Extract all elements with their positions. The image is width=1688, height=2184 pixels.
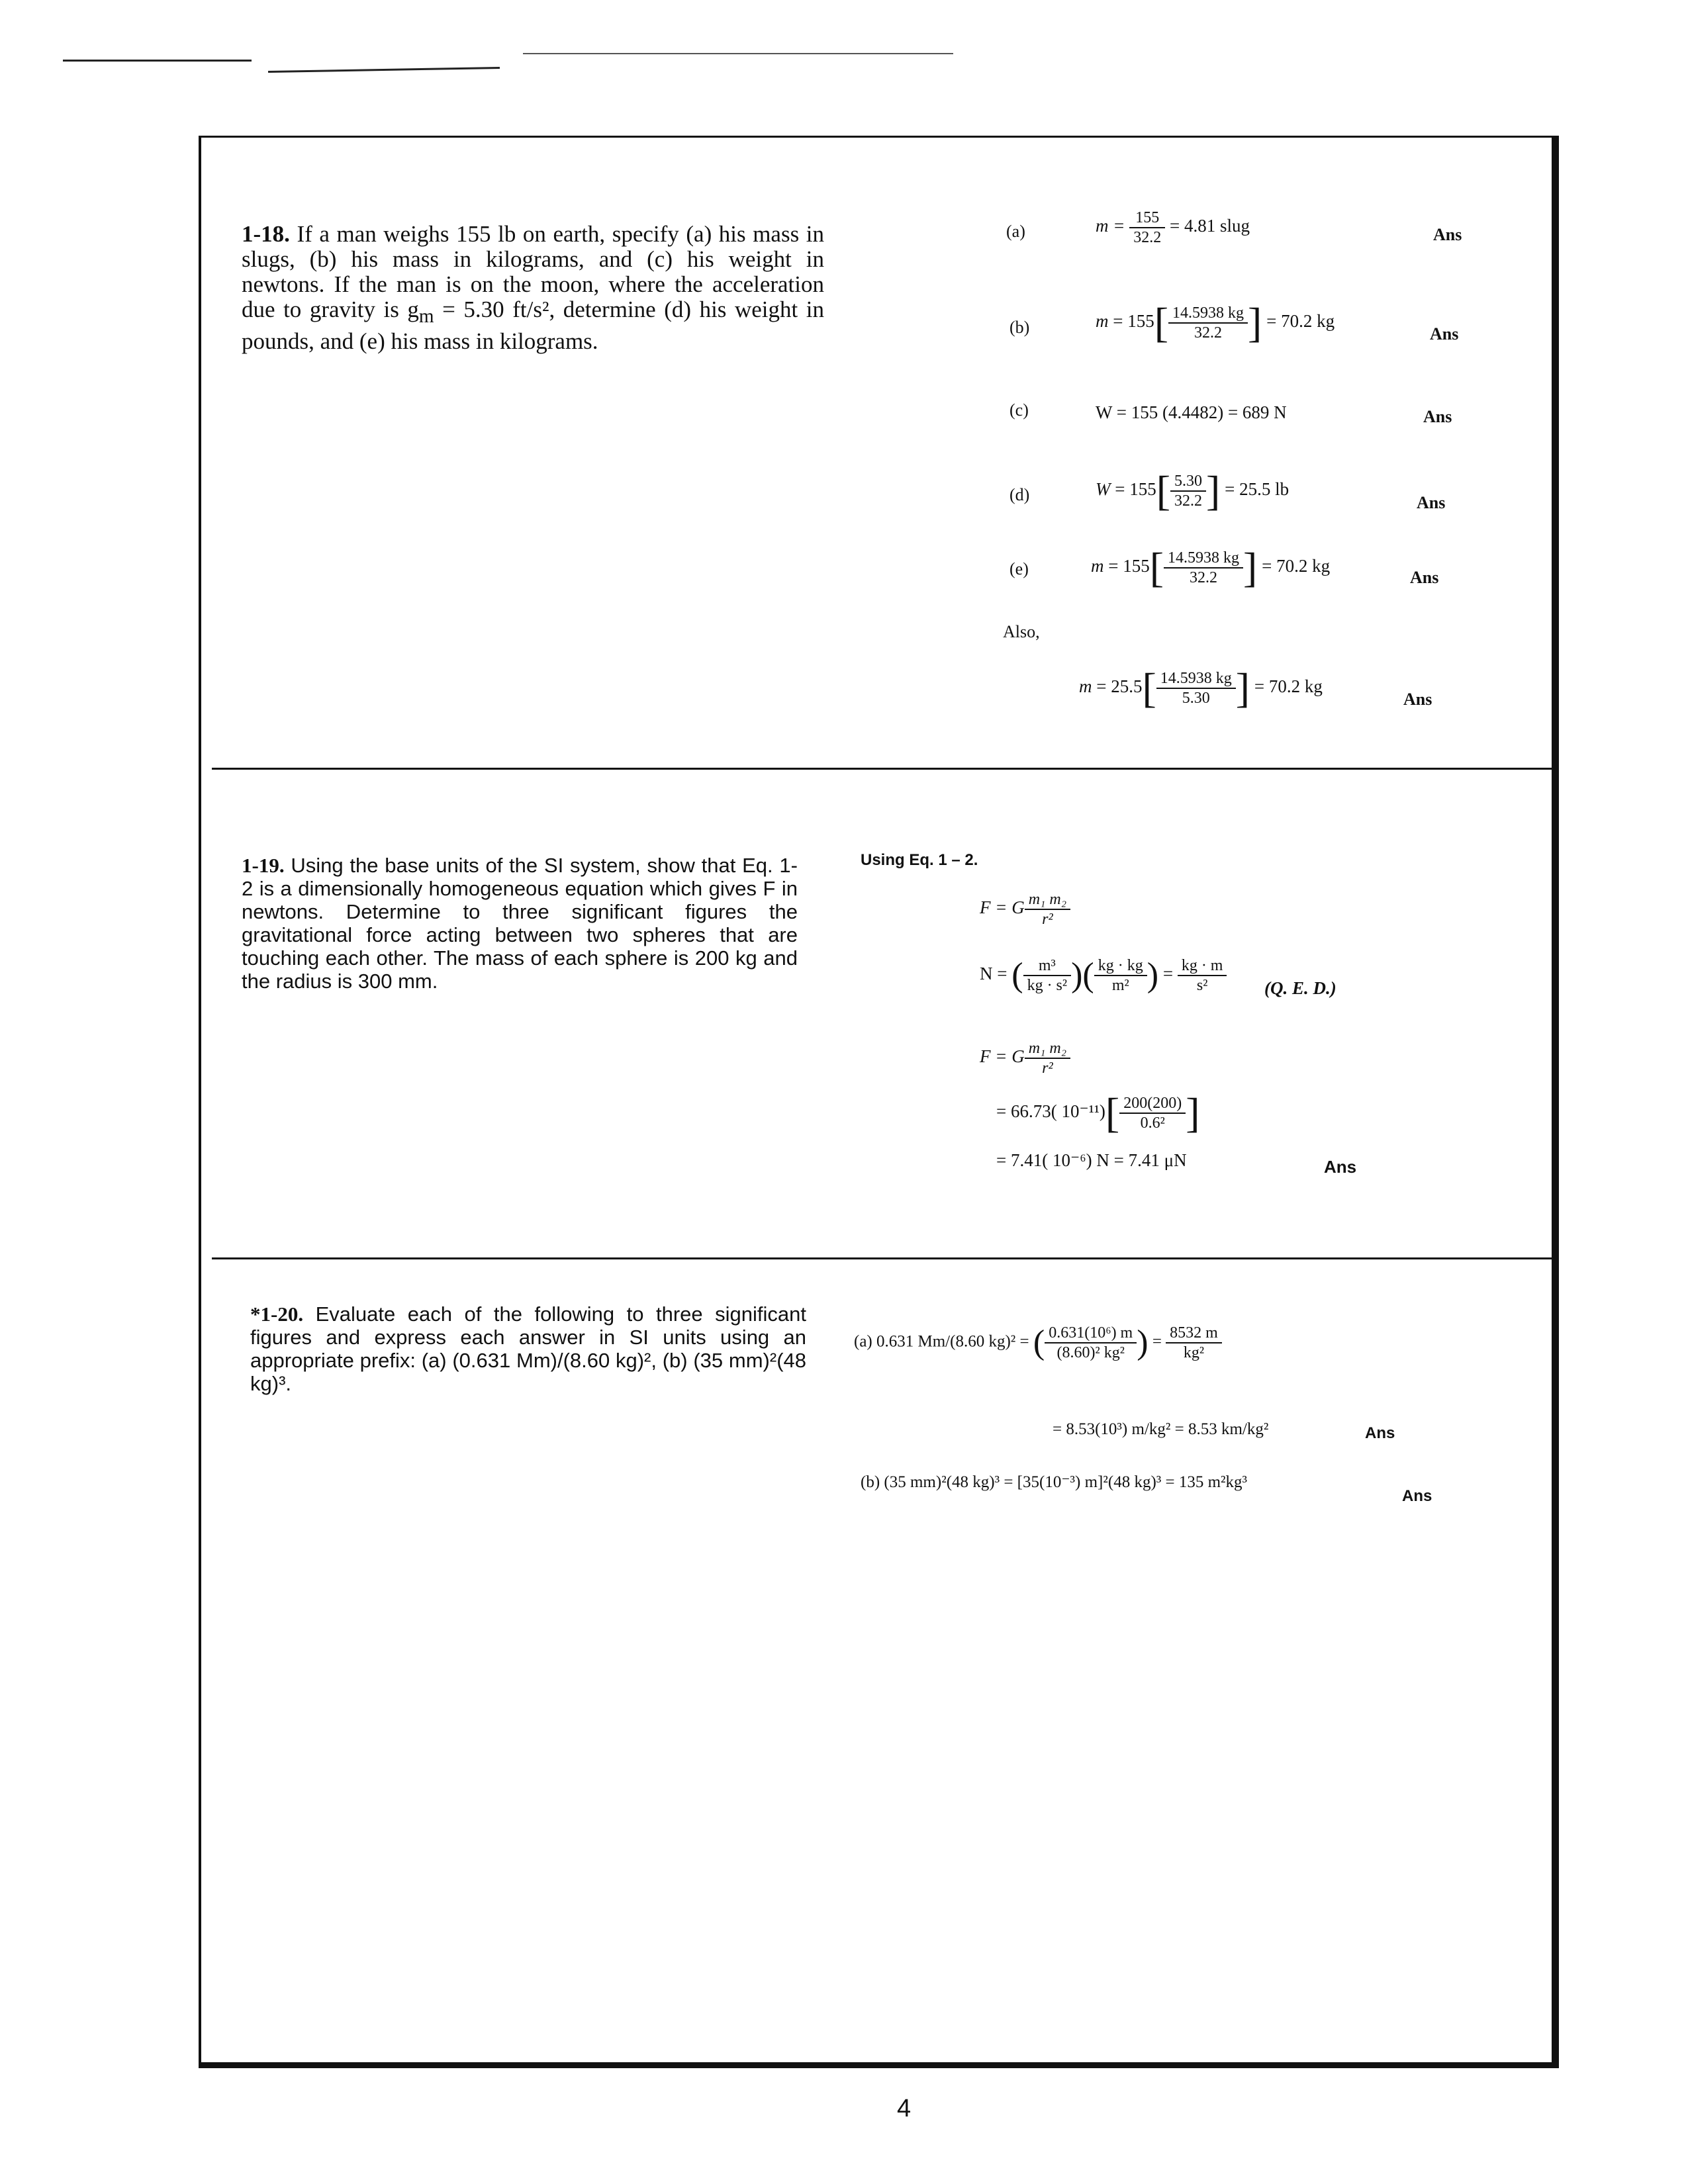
also-label: Also,: [1003, 622, 1040, 641]
problem-text: If a man weighs 155 lb on earth, specify (a) his mass in slugs, (b) his mass in kilograms, and (c) his weight in newtons. If the man is on the moon, where the acceleration due to gravity is g: [242, 221, 825, 322]
fraction: $\frac{155}{32.2}$: [1129, 208, 1165, 247]
sol-e-equation: m = 155[ $\frac{14.5938 kg}{32.2}$ ] = 70.2 kg: [1091, 544, 1331, 591]
eq4: = 7.41( 10⁻⁶) N = 7.41 μN: [996, 1150, 1187, 1170]
scan-line-3: [523, 53, 953, 54]
divider-1: [212, 768, 1556, 770]
sol-d-equation: W = 155[ $\frac{5.30}{32.2}$ ] = 25.5 lb: [1096, 467, 1289, 514]
fraction: $\frac{\text{m₁ m₂}}{\text{r²}}$: [1025, 1039, 1070, 1077]
fraction: $\frac{14.5938 kg}{32.2}$: [1164, 549, 1243, 587]
ans-a: Ans: [1433, 225, 1462, 244]
sol-d-label: (d): [1009, 485, 1030, 504]
sol-a-label: (a): [1006, 222, 1025, 241]
ans-c: Ans: [1423, 407, 1452, 426]
p20-b-equation: (b) (35 mm)²(48 kg)³ = [35(10⁻³) m]²(48 kg)³ = 135 m²kg³: [861, 1473, 1248, 1491]
page-frame: [199, 136, 1559, 2068]
page-number: 4: [897, 2095, 912, 2122]
ans-1-20-b: Ans: [1402, 1487, 1432, 1505]
problem-1-18-statement: [242, 222, 824, 354]
problem-1-20-statement: [250, 1302, 806, 1395]
sol-b-label: (b): [1009, 318, 1030, 337]
fraction: $\frac{kg \cdot kg}{\text{m²}}$: [1094, 956, 1147, 995]
ans-1-19: Ans: [1324, 1157, 1357, 1177]
scan-line-2: [268, 67, 500, 73]
eq2: F = G $\frac{\text{m₁ m₂}}{\text{r²}}$: [980, 1039, 1070, 1077]
fraction: $\frac{14.5938 kg}{32.2}$: [1168, 304, 1248, 342]
sol-c-equation: W = 155 (4.4482) = 689 N: [1096, 402, 1287, 422]
ans-1-20-a: Ans: [1365, 1424, 1395, 1442]
fraction: $\frac{\text{m³}}{\text{kg · s²}}$: [1023, 956, 1072, 995]
ans-f: Ans: [1403, 690, 1432, 709]
fraction: $\frac{kg \cdot m}{\text{s²}}$: [1178, 956, 1227, 995]
eq1: F = G $\frac{\text{m₁ m₂}}{\text{r²}}$: [980, 890, 1070, 929]
fraction: $\frac{5.30}{32.2}$: [1170, 472, 1206, 510]
problem-number: 1-18.: [242, 221, 290, 247]
sol-e-label: (e): [1009, 559, 1029, 578]
p20-a-result: = 8.53(10³) m/kg² = 8.53 km/kg²: [1053, 1420, 1269, 1438]
divider-2: [212, 1257, 1556, 1259]
sol-a-equation: m = $\frac{155}{32.2}$ = 4.81 slug: [1096, 209, 1250, 246]
problem-text: Evaluate each of the following to three significant figures and express each answer in SI units using an appropriate prefix: (a) (0.631 Mm)/(8.60 kg)², (b) (35 mm)²(48 kg)³.: [250, 1302, 806, 1395]
problem-text-sub: m: [418, 306, 434, 327]
eq3: = 66.73( 10⁻¹¹)[ $\frac{200(200)}{\text{0.6²}}$ ]: [996, 1089, 1200, 1136]
problem-text-tail: = 5.30 ft/s², determine (d) his weight in pounds, and (e) his mass in kilograms.: [242, 296, 824, 354]
sol-c-label: (c): [1009, 400, 1029, 420]
qed: (Q. E. D.): [1264, 978, 1336, 998]
scan-line-1: [63, 60, 252, 62]
p20-a-equation: (a) 0.631 Mm/(8.60 kg)² = ( $\frac{\text{0.631(10⁶) m}}{\text{(8.60)² kg²}}$ ) = $\frac{8532 m}{\text{kg²}}$: [854, 1324, 1222, 1362]
sol-b-equation: m = 155[ $\frac{14.5938 kg}{32.2}$ ] = 70.2 kg: [1096, 299, 1335, 346]
problem-text: Using the base units of the SI system, show that Eq. 1-2 is a dimensionally homogeneous equation which gives F in newtons. Determine to three significant figures the gravitational force acting between two spheres that are touching each other. The mass of each sphere is 200 kg and the radius is 300 mm.: [242, 854, 798, 993]
fraction: $\frac{200(200)}{\text{0.6²}}$: [1119, 1094, 1186, 1132]
ans-b: Ans: [1430, 324, 1459, 343]
fraction: $\frac{14.5938 kg}{5.30}$: [1156, 669, 1236, 707]
fraction: $\frac{\text{m₁ m₂}}{\text{r²}}$: [1025, 890, 1070, 929]
using-eq-text: Using Eq. 1 – 2.: [861, 851, 978, 869]
fraction: $\frac{\text{0.631(10⁶) m}}{\text{(8.60)² kg²}}$: [1045, 1324, 1137, 1362]
fraction: $\frac{8532 m}{\text{kg²}}$: [1166, 1324, 1222, 1362]
ans-e: Ans: [1410, 568, 1439, 587]
problem-number: *1-20.: [250, 1302, 304, 1326]
problem-number: 1-19.: [242, 854, 285, 877]
sol-f-equation: m = 25.5[ $\frac{14.5938 kg}{5.30}$ ] = 70.2 kg: [1079, 664, 1323, 711]
units-eq: N = ( $\frac{\text{m³}}{\text{kg · s²}}$ )( $\frac{kg \cdot kg}{\text{m²}}$ ) = $\frac{kg \cdot m}{\text{s²}}$: [980, 956, 1227, 995]
problem-1-19-statement: [242, 854, 798, 993]
ans-d: Ans: [1417, 493, 1446, 512]
